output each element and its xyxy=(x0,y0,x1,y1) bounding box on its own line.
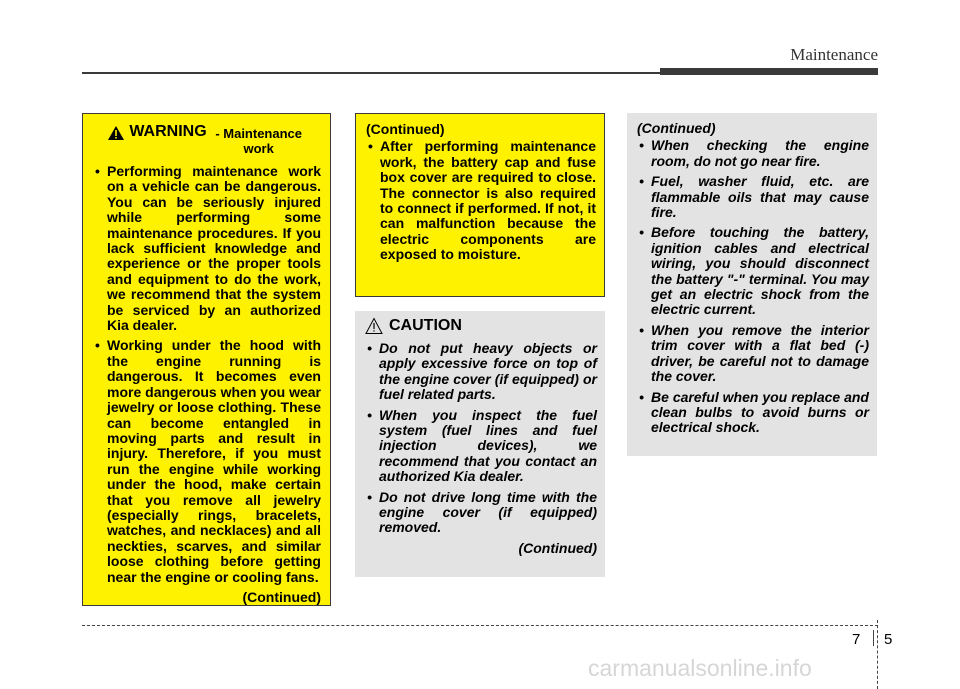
page-number: 5 xyxy=(884,631,893,648)
warning-subtitle: - Maintenance work xyxy=(215,126,302,156)
list-item: • Be careful when you replace and clean bulbs to avoid burns or electrical shock. xyxy=(637,390,869,436)
section-title: Maintenance xyxy=(790,45,878,64)
list-item: • Fuel, washer fluid, etc. are flammable oils that may cause fire. xyxy=(637,174,869,220)
list-item: • Working under the hood with the engine running is dangerous. It becomes even more dangerous when you wear jewelry or loose clothing. These can become entangled in moving parts and result in injury. Therefore, if you must run the engine while working under the hood, make certain that you remove all jewelry (especially rings, bracelets, watches, and necklaces) and all neckties, scarves, and similar loose clothing before getting near the engine or cooling fans. xyxy=(93,338,321,585)
continued-label: (Continued) xyxy=(242,588,321,605)
caution-triangle-icon xyxy=(365,317,383,335)
list-item: • When you remove the interior trim cover with a flat bed (-) driver, be careful not to damage the cover. xyxy=(637,323,869,385)
caution-list xyxy=(365,341,597,536)
continued-label: (Continued) xyxy=(366,121,445,137)
caution-title: CAUTION xyxy=(389,317,462,335)
continued-label: (Continued) xyxy=(637,120,716,136)
list-item: • Performing maintenance work on a vehicle can be dangerous. You can be seriously injured while performing some maintenance procedures. If you lack sufficient knowledge and experience or the proper tools and equipment to do the work, we recommend that the system be serviced by an authorized Kia dealer. xyxy=(93,164,321,333)
watermark: carmanualsonline.info xyxy=(588,655,812,681)
warning-continued-list xyxy=(366,139,596,262)
warning-box xyxy=(82,113,331,606)
warning-triangle-icon xyxy=(107,125,125,141)
caution-continued-box xyxy=(627,113,877,456)
page-number-divider xyxy=(873,630,874,646)
list-item: • When you inspect the fuel system (fuel lines and fuel injection devices), we recommend that you contact an authorized Kia dealer. xyxy=(365,408,597,485)
list-item: • Do not put heavy objects or apply excessive force on top of the engine cover (if equipped) or fuel related parts. xyxy=(365,341,597,403)
footer-vertical-rule xyxy=(877,620,878,689)
list-item: • Before touching the battery, ignition cables and electrical wiring, you should disconnect the battery "-" terminal. You may get an electric shock from the electric current. xyxy=(637,225,869,317)
footer-rule xyxy=(82,625,878,626)
warning-title: WARNING xyxy=(129,123,207,140)
list-item: • After performing maintenance work, the battery cap and fuse box cover are required to close. The connector is also required to connect if performed. If not, it can malfunction because the electric components are exposed to moisture. xyxy=(366,139,596,262)
warning-continued-box xyxy=(355,113,605,297)
caution-header xyxy=(365,317,597,335)
caution-continued-list xyxy=(637,138,869,435)
chapter-number: 7 xyxy=(852,631,861,648)
list-item: • Do not drive long time with the engine cover (if equipped) removed. xyxy=(365,490,597,536)
warning-list xyxy=(93,164,321,585)
list-item: • When checking the engine room, do not go near fire. xyxy=(637,138,869,169)
warning-header xyxy=(93,124,321,156)
header-rule-accent xyxy=(660,68,878,75)
continued-label: (Continued) xyxy=(518,539,597,556)
caution-box xyxy=(355,311,605,577)
